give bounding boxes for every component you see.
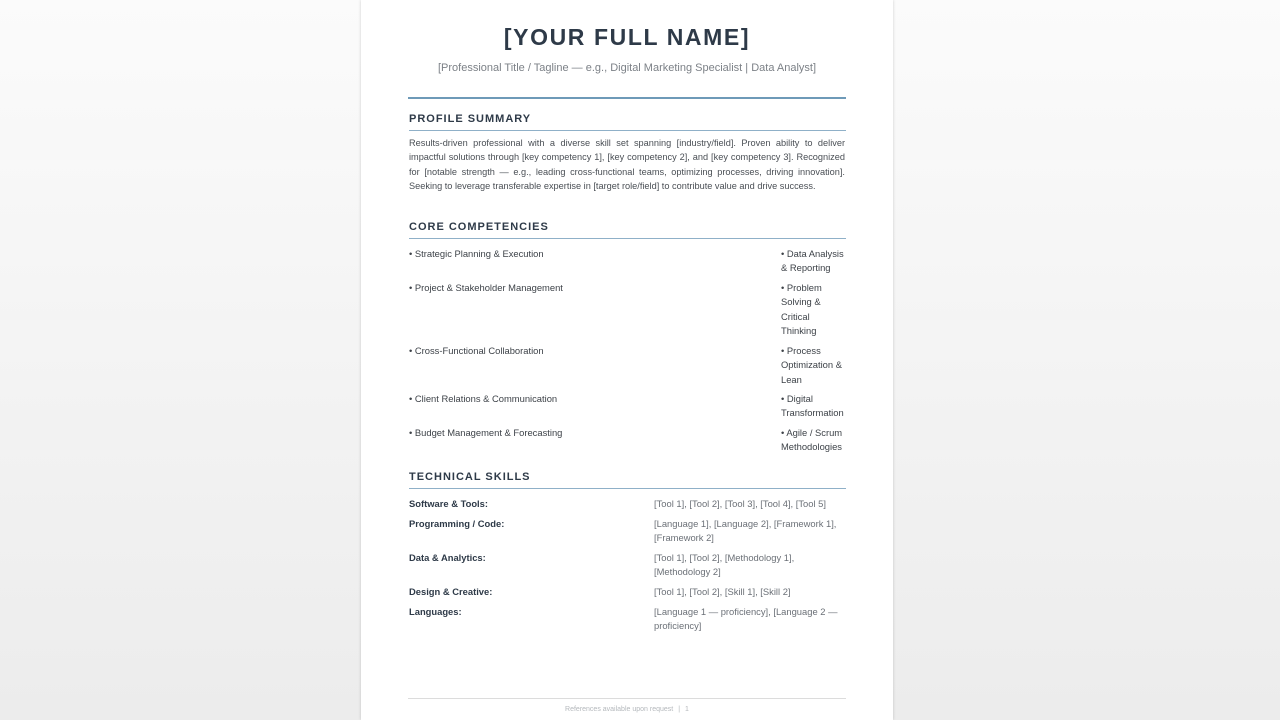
skill-label[interactable]: Languages: [409,606,462,617]
page-footer [408,706,846,713]
header-divider [408,97,846,99]
resume-page [361,0,893,720]
skill-value[interactable]: [Tool 1], [Tool 2], [Methodology 1], [Methodology 2] [654,552,795,577]
competency-item[interactable]: • Strategic Planning & Execution [409,248,544,259]
skill-label[interactable]: Software & Tools: [409,498,488,509]
skill-value[interactable]: [Language 1 — proficiency], [Language 2 — proficiency] [654,606,838,631]
competency-item[interactable]: • Data Analysis & Reporting [781,248,844,274]
competency-item[interactable]: • Client Relations & Communication [409,393,558,404]
competency-item[interactable]: • Budget Management & Forecasting [409,427,563,438]
profile-summary-text[interactable]: Results-driven professional with a diverse skill set spanning [industry/field]. Proven ability to deliver impactful solutions through [key competency 1], [key competency 2], and [key competency 3]. Recognized for [notable strength — e.g., leading cross-functional teams, optimizing processes, driving innovation]. Seeking to leverage transferable expertise in [target role/field] to contribute value and drive success. [409,138,845,192]
competency-item[interactable]: • Process Optimization & Lean [781,345,842,385]
skill-value[interactable]: [Language 1], [Language 2], [Framework 1], [Framework 2] [654,518,837,543]
footer-note: References available upon request [565,706,674,713]
skill-value[interactable]: [Tool 1], [Tool 2], [Tool 3], [Tool 4], [Tool 5] [654,498,826,509]
competency-item[interactable]: • Digital Transformation [781,393,844,419]
section-title-core-competencies[interactable]: CORE COMPETENCIES [409,221,846,239]
skill-label[interactable]: Data & Analytics: [409,552,486,563]
skill-label[interactable]: Programming / Code: [409,518,505,529]
section-title-profile-summary[interactable]: PROFILE SUMMARY [409,113,846,131]
competency-item[interactable]: • Cross-Functional Collaboration [409,345,544,356]
resume-name[interactable]: [YOUR FULL NAME] [503,24,751,50]
page-number: 1 [685,706,689,713]
competency-item[interactable]: • Project & Stakeholder Management [409,282,563,293]
competency-item[interactable]: • Agile / Scrum Methodologies [781,427,843,453]
section-title-technical-skills[interactable]: TECHNICAL SKILLS [409,471,846,489]
footer-divider [408,698,846,699]
competency-item[interactable]: • Problem Solving & Critical Thinking [781,282,822,336]
skill-value[interactable]: [Tool 1], [Tool 2], [Skill 1], [Skill 2] [654,586,791,597]
footer-separator: | [678,706,681,713]
skill-label[interactable]: Design & Creative: [409,586,493,597]
resume-tagline[interactable]: [Professional Title / Tagline — e.g., Digital Marketing Specialist | Data Analyst] [437,62,817,74]
